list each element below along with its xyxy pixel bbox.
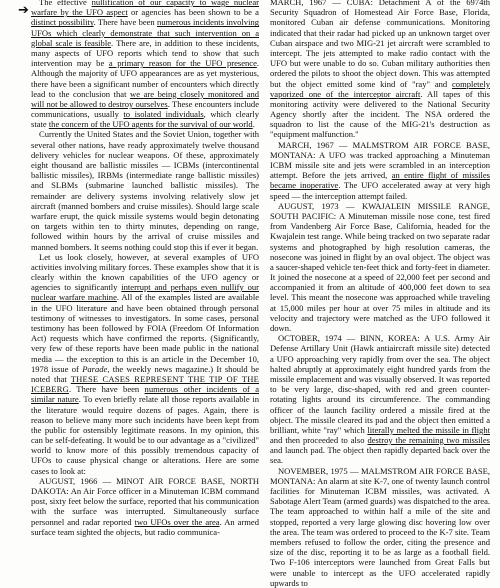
entry-malmstrom-1975: NOVEMBER, 1975 — MALMSTROM AIR FORCE BASE, MONTANA: An alarm at site K-7, one of twenty launch control facilities for Minuteman ICBM missiles, was activated. A Sabotage Alert Team (armed guards) was dispatched to the area. The team approached to within half a mile of the site and stopped, reported a very large glowing disc hovering low over the area. The team was ordered to proceed to the K-7 site. Team members refused to follow the order, citing the presence and size of the disc, reporting it to be as large as a football field. Two F-106 interceptors were launched from Great Falls but were unable to intercept as the UFO accelerated rapidly upwards to [270,465,490,588]
underlined-text: interrupt and perhaps even nullify our nuclear warfare machine [31,282,259,303]
text-span: . [252,119,255,130]
text-span: Let us look closely, however, at several examples of UFO activities involving military forces. These examples show that it is clearly within the known capabilities of the UFO agency or agencies to significantly [31,251,259,293]
text-span: , the weekly news magazine.) It should be noted that [31,363,260,384]
entry-kwajalein-1973: AUGUST, 1973 — KWAJALEIN MISSILE RANGE, SOUTH PACIFIC: A Minuteman missile nose cone, test fired from Vandenberg Air Force Base, California, headed for the Kwajalein test range. While being tracked on two separate radar systems and photographed by high resolution cameras, the nosecone was joined in flight by an oval object. The object was a saucer-shaped vehicle ten-feet thick and forty-feet in diameter. It joined the nosecone at a speed of 22,000 feet per second and accompanied it from an altitude of 400,000 feet down to sea level. This meant the nosecone was approached while traveling at 15,000 miles per hour at over 75 miles in altitude and its velocity and trajectory were matched as the UFO followed it down. [270,200,490,333]
text-span: and then proceeded to also [270,435,368,446]
text-span: . An armed surface team sighted the objects, but radio communica- [31,516,259,537]
underlined-text: nullification of our capacity to wage nuclear warfare by the UFO aspect [31,0,259,18]
underlined-text: an entire flight of missiles became inoperative [270,170,490,191]
underlined-text: a primary reason for the UFO presence [108,58,257,69]
underlined-text: distinct possibility [31,17,94,28]
italic-text: Parade [82,363,108,374]
text-span: . Although the majority of UFO appearances are as yet mysterious, there have been a significant number of encounters which directly lead to the conclusion that [31,58,259,99]
text-span: . All tapes of this monitoring activity were delivered to the National Security Agency shortly after the incident. The NSA ordered the squadron to list the cause of the MIG-21's destruction as "equipment malfunction." [270,88,490,140]
text-span: . There have been [93,17,158,28]
paragraph-nullification [31,0,259,129]
entry-minot-1966 [31,476,259,537]
text-span: . The UFO accelerated away at very high speed — the interception attempt failed. [270,180,490,201]
text-span: AUGUST, 1966 — MINOT AIR FORCE BASE, NORTH DAKOTA: An Air Force officer in a Minuteman ICBM command post, sixty feet below the surface, reported that his communication with the surface was interrupted. Simultaneously surface personnel and radar reported [31,475,259,527]
underlined-text: numerous other incidents of a similar nature [31,384,259,405]
underlined-text: numerous incidents involving UFOs which clearly demonstrate that such intervention on a global scale is feasible [31,17,260,48]
text-span: and launch pad. The object then rapidly departed back over the sea. [270,445,490,466]
left-column [31,0,259,537]
underlined-text: THESE CASES REPRESENT THE TIP OF THE ICEBERG [31,373,260,395]
underlined-text: literally melted the missile in flight [367,424,490,435]
underlined-text: the concern of the UFO agents for the survival of our world [48,119,253,130]
text-span: OCTOBER, 1974 — BINN, KOREA: A U.S. Army Air Defense Artillary Unit (Hawk antiaircraft missile site) detected a UFO approaching very rapidly from over the sea. The object halted abruptly at approximately eight hundred yards from the missile emplacement and was visually observed. It was reported to be very large, disc-shaped, with red and green counter-rotating lights around its circumference. The commanding officer of the launch facility ordered a missile fired at the object. The missile cleared its pad and the object then emitted a brilliant, white "ray" which [270,333,490,435]
entry-korea-1974 [270,333,490,465]
text-span: . These encounters include communications, usually [31,98,259,120]
text-span: MARCH, 1967 — CUBA: Detachment A of the 6974th Security Squadron of Homestead Air Force Base, Florida, monitored Cuban air defense communications. Monitoring indicated that their radar had picked up an unknown target over Cuban airspace and two MIG-21 jet aircraft were scrambled to intercept. The jets attempted to make radio contact with the UFO but were unable to do so. Cuban military authorities then ordered the pilots to shoot the object down. This was attempted but the object emitted some kind of "ray" and [270,0,490,89]
paragraph-examples [31,252,259,476]
text-span: . To even briefly relate all those reports available in the literature would require dozens of pages. Again, there is reason to believe many more such incidents have been kept from the public for ostensibly legitimate reasons. In my opinion, this can be self-defeating. It would be to our advantage as a "civilized" world to know more of this possibly tremendous capacity of UFOs to cause physical change or alterations. Here are some cases to look at: [31,394,260,476]
entry-cuba-1967 [270,0,490,140]
text-span: , which clearly state [31,109,260,130]
entry-malmstrom-1967 [270,140,490,201]
text-span: . There are, in addition to these incidents, many aspects of UFO reports which tend to show that such intervention may be [31,37,259,69]
underlined-text: destroy the remaining two missiles [367,435,490,446]
text-span: . All of the examples listed are available in the UFO literature and have been obtained through personal testimony of witnesses to investigators. In some cases, personal testimony has been followed by FOIA (Freedom Of Information Act) requests which have confirmed the reports. (Significantly, very few of these reports have been made public in the national media — the exception to this is an article in the December 10, 1978 issue of [31,292,259,374]
underlined-text: we are being closely monitored and will not be allowed to destroy ourselves [31,88,259,109]
text-span: The effective [39,0,92,7]
arrow-marker-icon: ➔ [18,3,29,18]
underlined-text: to isolated individuals [123,109,204,120]
underlined-text: two UFOs over the area [134,516,220,527]
underlined-text: completely vaporized one of the interceptor aircraft [270,78,490,99]
text-span: or agencies has been shown to be a [127,7,259,18]
right-column [270,0,490,588]
text-span: . There have been [68,384,145,395]
paragraph-delivery-vehicles: Currently the United States and the Soviet Union, together with several other nations, have ready approximately twelve thousand delivery vehicles for nuclear weapons. Of these, approximately eight thousand are ballistic missiles — ICBMs (intercontinental ballistic missiles), IRBMs (intermediate range ballistic missiles) and SLBMs (submarine launched ballistic missiles). The remainder are delivery systems involving relatively slow jet aircraft (manned bombers and cruise missiles). Should large scale warfare erupt, the quick missile systems would begin detonating on targets within ten to thirty minutes, depending on range, followed within hours by the arrival of cruise missiles and manned bombers. It seems nothing could stop this if ever it began. [31,129,259,252]
text-span: MARCH, 1967 — MALMSTROM AIR FORCE BASE, MONTANA: A UFO was tracked approaching a Minuteman ICBM missile site and jets were scrambled in an interception attempt. Before the jets arrived, [270,139,490,181]
